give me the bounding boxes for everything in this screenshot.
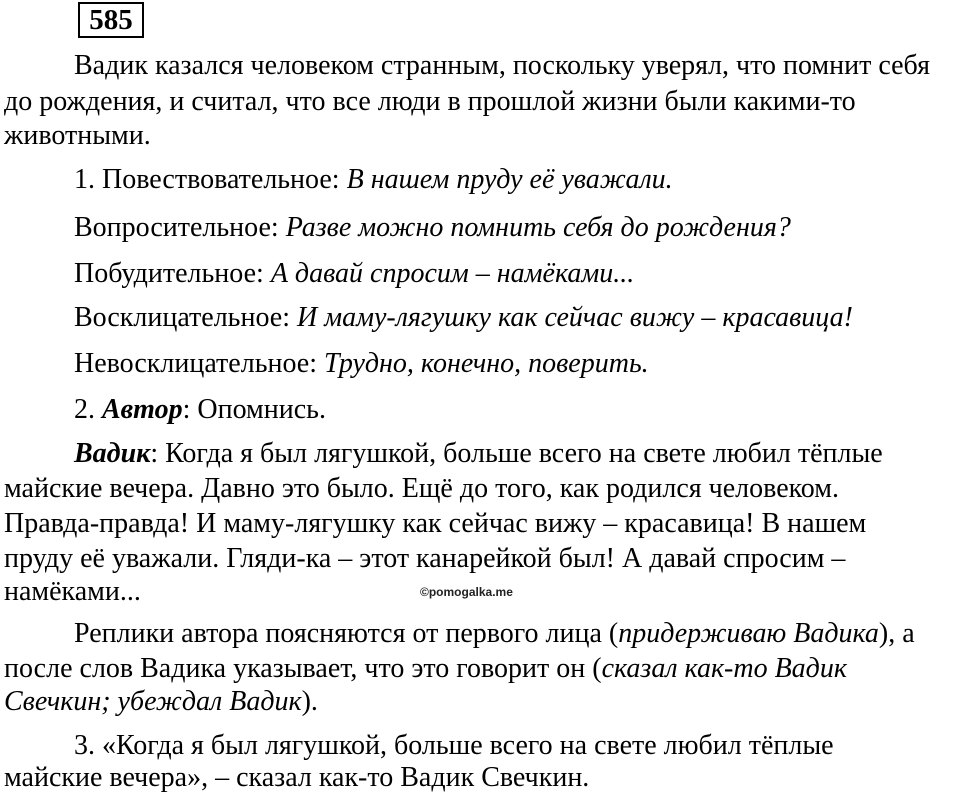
vadik-speaker: Вадик (74, 438, 151, 469)
type-exclamatory (74, 300, 853, 335)
explanation-text: Реплики автора поясняются от первого лица ( (74, 618, 619, 649)
intro-line-3: животными. (4, 120, 151, 151)
vadik-line-4: пруду её уважали. Гляди-ка – этот канарейкой был! А давай спросим – (4, 543, 846, 574)
type-example: В нашем пруду её уважали. (346, 164, 673, 195)
final-line-1: 3. «Когда я был лягушкой, больше всего на свете любил тёплые (74, 730, 834, 761)
explanation-italic: Свечкин; убеждал Вадик (4, 686, 302, 717)
type-label: 1. Повествовательное: (74, 164, 340, 195)
vadik-line-3: Правда-правда! И маму-лягушку как сейчас вижу – красавица! В нашем (4, 508, 867, 539)
type-interrogative (74, 210, 791, 245)
final-line-2: майские вечера», – сказал как-то Вадик Свечкин. (4, 762, 590, 793)
type-example: И маму-лягушку как сейчас вижу – красавица! (297, 302, 853, 333)
type-non-exclamatory (74, 346, 649, 381)
type-label: Вопросительное: (74, 212, 279, 243)
intro-line-1: Вадик казался человеком странным, поскольку уверял, что помнит себя (74, 50, 930, 81)
intro-line-2: до рождения, и считал, что все люди в прошлой жизни были какими-то (4, 86, 856, 117)
vadik-text: : Когда я был лягушкой, больше всего на свете любил тёплые (150, 438, 883, 469)
type-label: Восклицательное: (74, 302, 290, 333)
type-example: Разве можно помнить себя до рождения? (285, 212, 791, 243)
author-line (74, 392, 326, 427)
type-imperative (74, 256, 634, 291)
type-declarative (74, 162, 673, 197)
explanation-text: ). (301, 686, 318, 717)
explanation-line-3 (4, 684, 318, 719)
explanation-italic: сказал как-то Вадик (601, 653, 847, 684)
explanation-italic: придерживаю Вадика (618, 618, 879, 649)
explanation-line-2 (4, 651, 847, 686)
author-text: : Опомнись. (182, 394, 326, 425)
author-prefix: 2. (74, 394, 95, 425)
watermark: ©pomogalka.me (420, 585, 513, 599)
explanation-line-1 (74, 616, 915, 651)
author-speaker: Автор (102, 394, 183, 425)
type-example: Трудно, конечно, поверить. (324, 348, 649, 379)
exercise-number: 585 (78, 2, 144, 38)
vadik-line-2: майские вечера. Давно это было. Ещё до того, как родился человеком. (4, 473, 839, 504)
explanation-text: ), а (878, 618, 915, 649)
vadik-line-5: намёками... (4, 576, 141, 607)
type-example: А давай спросим – намёками... (270, 258, 635, 289)
explanation-text: после слов Вадика указывает, что это говорит он ( (4, 653, 602, 684)
type-label: Невосклицательное: (74, 348, 317, 379)
vadik-line-1 (74, 436, 883, 471)
type-label: Побудительное: (74, 258, 264, 289)
